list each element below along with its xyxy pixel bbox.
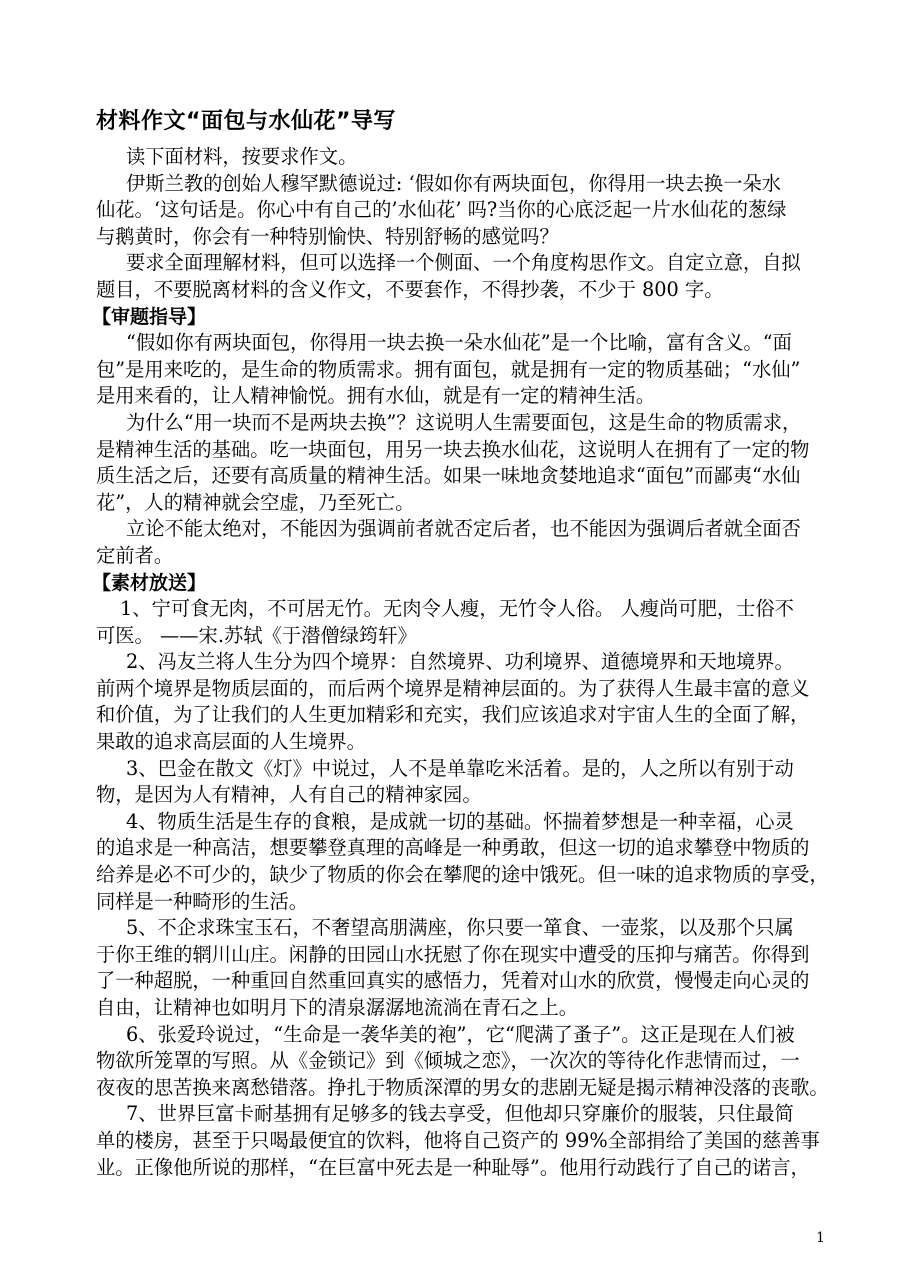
text-line: 读下面材料，按要求作文。	[126, 145, 358, 168]
text-line: 和价值，为了让我们的人生更加精彩和充实，我们应该追求对宇宙人生的全面了解，	[96, 703, 810, 727]
text-line: 4、物质生活是生存的食粮，是成就一切的基础。怀揣着梦想是一种幸福，心灵	[126, 809, 794, 833]
text-line: 自由，让精神也如明月下的清泉潺潺地流淌在青石之上。	[96, 996, 579, 1019]
text-line: 题目，不要脱离材料的含义作文，不要套作，不得抄袭，不少于 800 字。	[96, 277, 724, 301]
section-heading: 【素材放送】	[92, 571, 207, 594]
text-line: 同样是一种畸形的生活。	[96, 889, 309, 913]
text-line: “假如你有两块面包，你得用一块去换一朵水仙花”是一个比喻，富有含义。“面	[126, 331, 792, 355]
text-line: 2、冯友兰将人生分为四个境界：自然境界、功利境界、道德境界和天地境界。	[126, 650, 794, 674]
text-line: 质生活之后，还要有高质量的精神生活。如果一味地贪婪地追求“面包”而鄙夷“水仙	[96, 464, 801, 488]
text-line: 6、张爱玲说过，“生命是一袭华美的袍”，它“爬满了蚤子”。这正是现在人们被	[126, 1022, 795, 1046]
text-line: 给养是必不可少的，缺少了物质的你会在攀爬的途中饿死。但一味的追求物质的享受，	[96, 863, 829, 887]
text-line: 定前者。	[96, 543, 174, 567]
text-line: 前两个境界是物质层面的，而后两个境界是精神层面的。为了获得人生最丰富的意义	[96, 676, 810, 700]
text-line: 1、宁可食无肉，不可居无竹。无肉令人瘦，无竹令人俗。 人瘦尚可肥，士俗不	[120, 597, 794, 621]
page-number: 1	[816, 1230, 825, 1246]
text-line: 可医。 ——宋.苏轼《于潜僧绿筠轩》	[96, 623, 417, 647]
text-line: 夜夜的思苦换来离愁错落。挣扎于物质深潭的男女的悲剧无疑是揭示精神没落的丧歌。	[96, 1075, 829, 1099]
text-line: 与鹅黄时，你会有一种特别愉快、特别舒畅的感觉吗？	[96, 224, 559, 248]
text-line: 单的楼房，甚至于只喝最便宜的饮料，他将自己资产的 99%全部捐给了美国的慈善事	[96, 1128, 820, 1152]
text-line: 果敢的追求高层面的人生境界。	[96, 730, 366, 754]
text-line: 要求全面理解材料，但可以选择一个侧面、一个角度构思作文。自定立意，自拟	[126, 251, 801, 275]
text-line: 立论不能太绝对，不能因为强调前者就否定后者，也不能因为强调后者就全面否	[126, 517, 801, 541]
text-line: 伊斯兰教的创始人穆罕默德说过: ‘假如你有两块面包，你得用一块去换一朵水	[126, 171, 782, 195]
text-line: 仙花。‘这句话是。你心中有自己的’水仙花’ 吗?当你的心底泛起一片水仙花的葱绿	[96, 198, 787, 222]
text-line: 包”是用来吃的，是生命的物质需求。拥有面包，就是拥有一定的物质基础；“水仙”	[96, 357, 801, 381]
text-line: 物，是因为人有精神，人有自己的精神家园。	[96, 783, 482, 807]
document-title: 材料作文“面包与水仙花”导写	[96, 109, 396, 134]
text-line: 于你王维的辋川山庄。闲静的田园山水抚慰了你在现实中遭受的压抑与痛苦。你得到	[96, 942, 810, 966]
text-line: 7、世界巨富卡耐基拥有足够多的钱去享受，但他却只穿廉价的服装，只住最简	[126, 1102, 794, 1126]
section-heading: 【审题指导】	[92, 305, 207, 328]
document-body	[92, 144, 829, 1181]
text-line: 业。正像他所说的那样，“在巨富中死去是一种耻辱”。他用行动践行了自己的诺言，	[96, 1155, 810, 1179]
text-line: 3、巴金在散文《灯》中说过，人不是单靠吃米活着。是的，人之所以有别于动	[126, 756, 794, 780]
document-page	[92, 104, 829, 1181]
text-line: 花”，人的精神就会空虚，乃至死亡。	[96, 490, 415, 514]
text-line: 的追求是一种高洁，想要攀登真理的高峰是一种勇敢，但这一切的追求攀登中物质的	[96, 836, 810, 860]
text-line: 5、不企求珠宝玉石，不奢望高朋满座，你只要一箪食、一壶浆，以及那个只属	[126, 916, 794, 940]
text-line: 了一种超脱，一种重回自然重回真实的感悟力，凭着对山水的欣赏，慢慢走向心灵的	[96, 969, 810, 993]
text-line: 物欲所笼罩的写照。从《金锁记》到《倾城之恋》，一次次的等待化作悲情而过，一	[96, 1049, 800, 1073]
text-line: 是精神生活的基础。吃一块面包，用另一块去换水仙花，这说明人在拥有了一定的物	[96, 437, 810, 461]
text-line: 为什么“用一块而不是两块去换”？这说明人生需要面包，这是生命的物质需求，	[126, 410, 802, 434]
text-line: 是用来看的，让人精神愉悦。拥有水仙，就是有一定的精神生活。	[96, 384, 656, 408]
